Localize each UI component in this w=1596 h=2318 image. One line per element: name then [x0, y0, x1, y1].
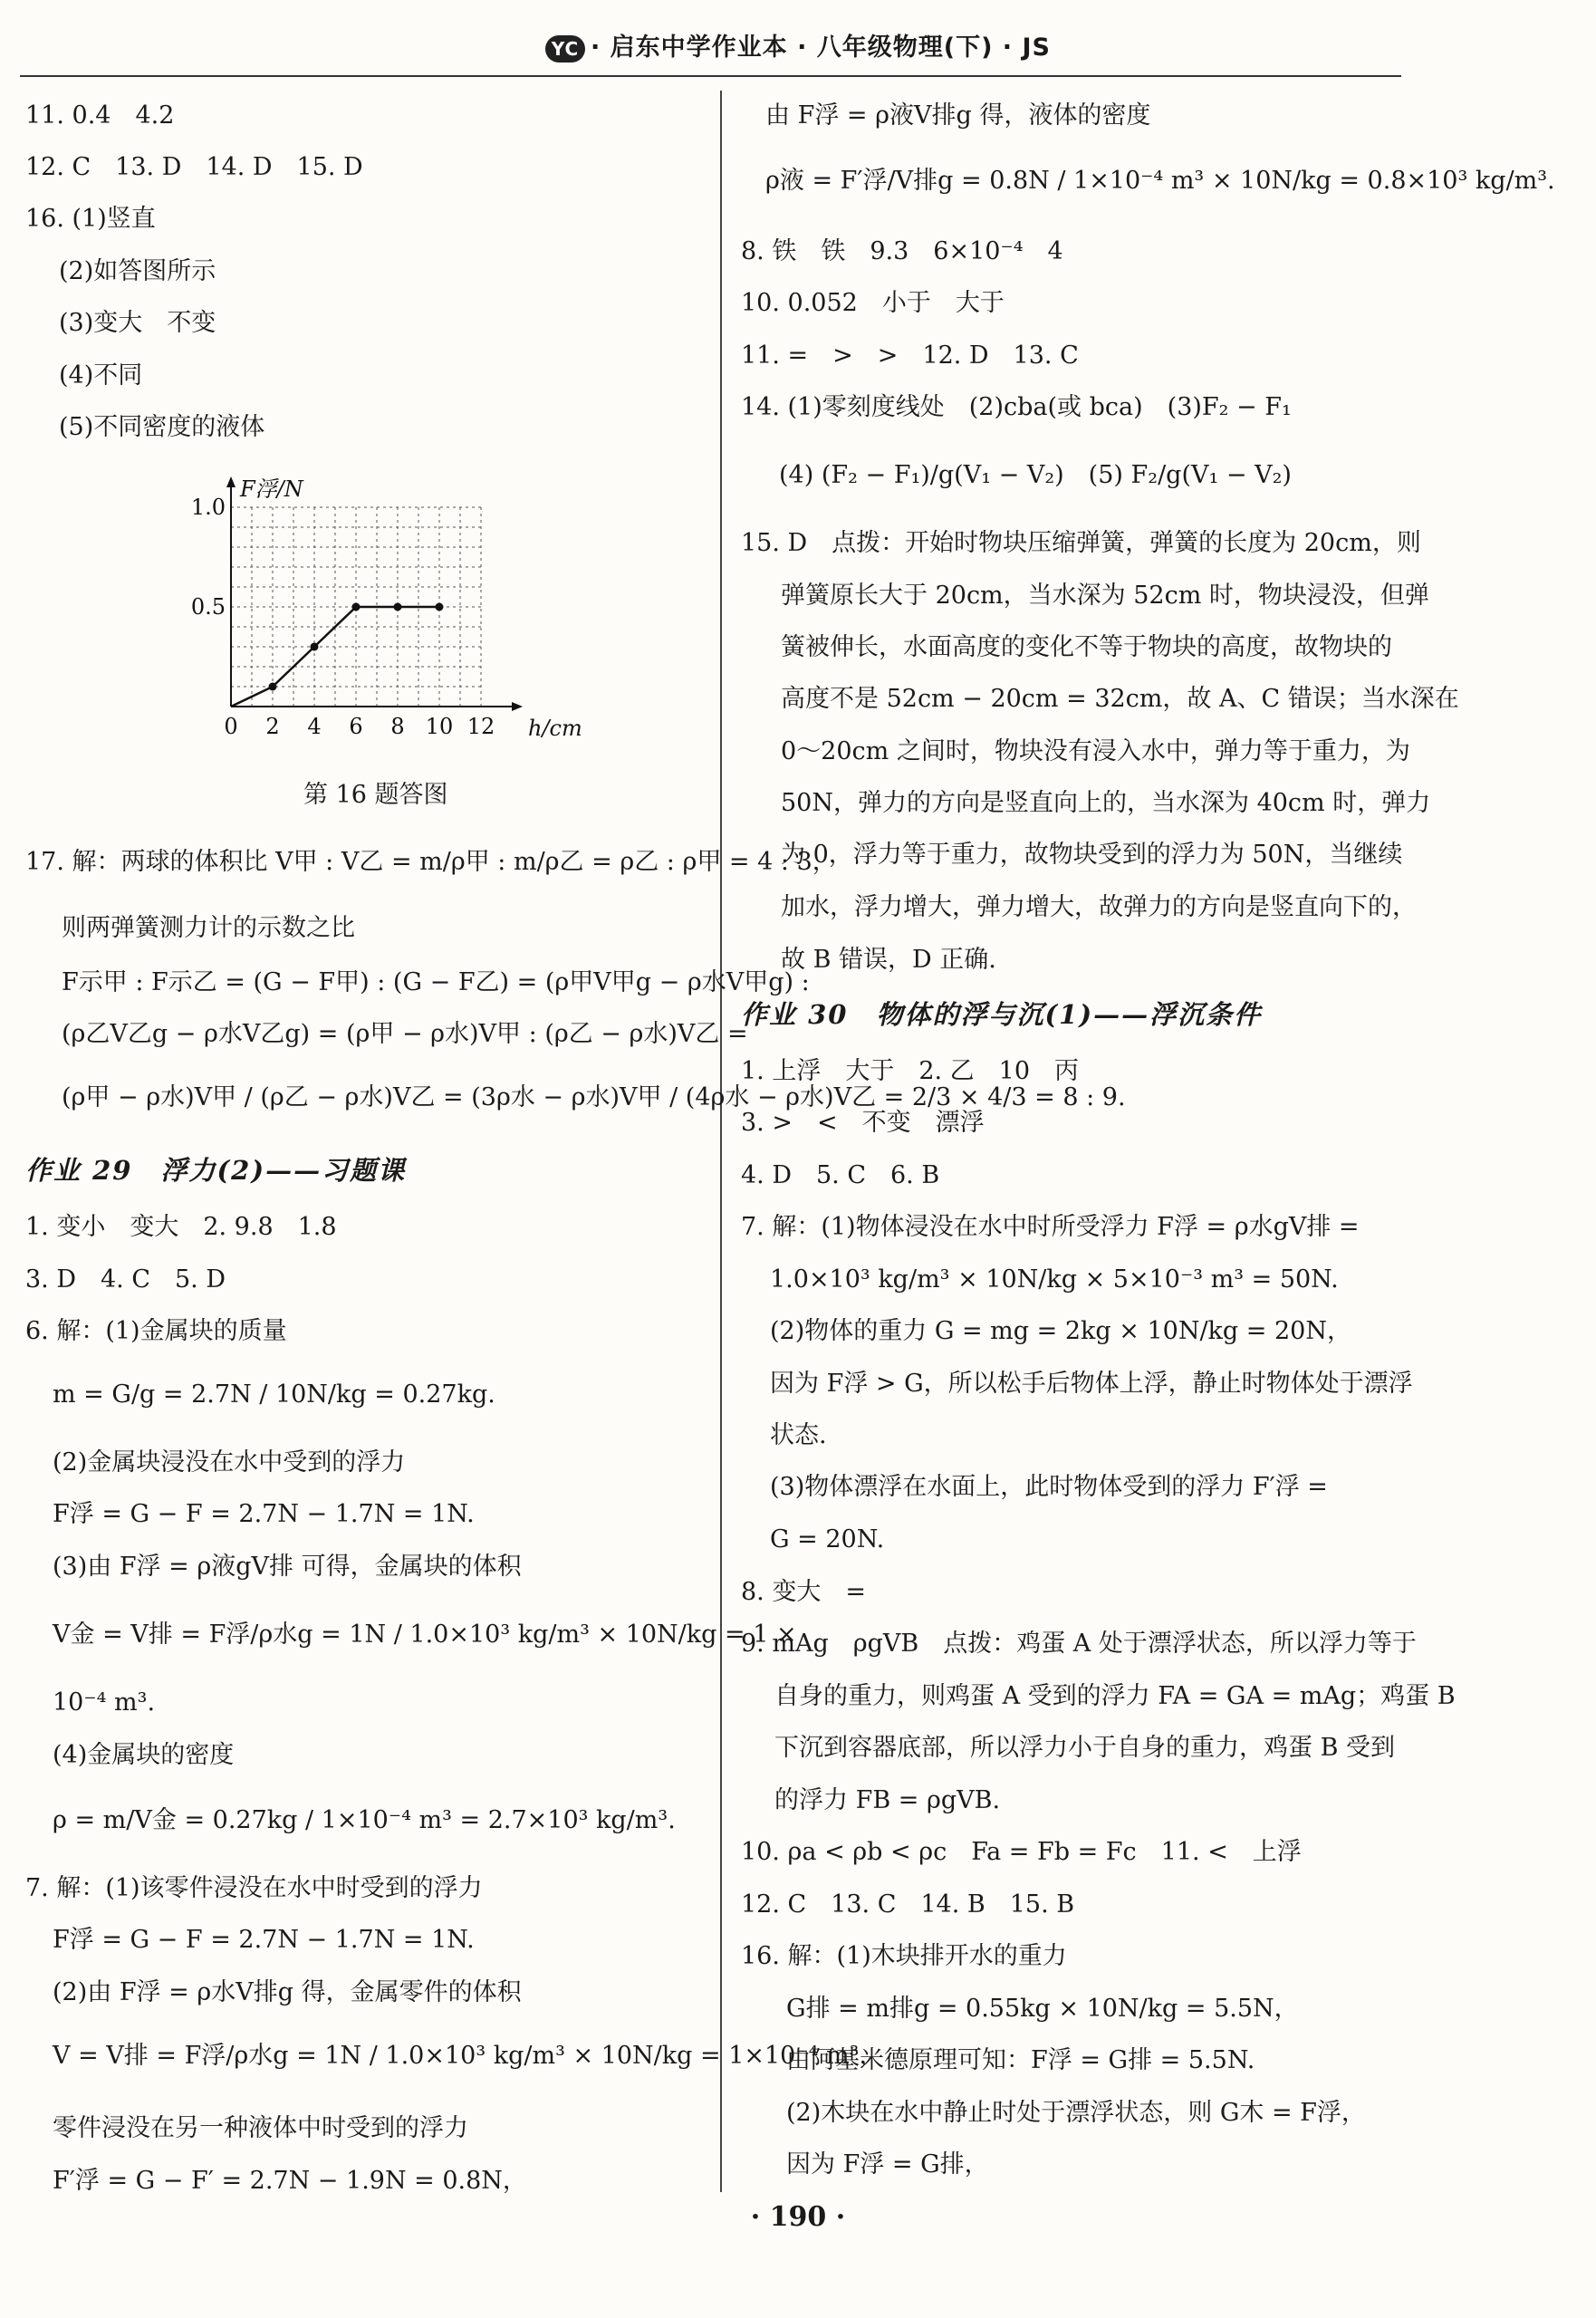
y-axis-arrow [226, 476, 236, 487]
answer-line: 14. (1)零刻度线处 (2)cba(或 bca) (3)F₂ − F₁ [741, 393, 1292, 421]
answer-line: (3)由 F浮 = ρ液gV排 可得，金属块的体积 [53, 1553, 522, 1581]
answer-line: 0～20cm 之间时，物块没有浸入水中，弹力等于重力，为 [781, 737, 1410, 765]
answer-line: 由 F浮 = ρ液V排g 得，液体的密度 [765, 101, 1151, 130]
answer-line: 高度不是 52cm − 20cm = 32cm，故 A、C 错误；当水深在 [781, 685, 1459, 713]
buoyancy-depth-chart [177, 457, 593, 756]
header-divider [20, 75, 1401, 77]
section-heading: 作业 29 浮力(2)——习题课 [25, 1155, 407, 1186]
answer-line: 12. C 13. C 14. B 15. B [741, 1890, 1075, 1919]
x-tick-label: 12 [466, 714, 495, 739]
answer-line: F示甲 : F示乙 = (G − F甲) : (G − F乙) = (ρ甲V甲g − ρ水V甲g) : [62, 968, 810, 996]
answer-line: G = 20N. [770, 1525, 885, 1553]
answer-line: 加水，浮力增大，弹力增大，故弹力的方向是竖直向下的， [781, 893, 1417, 921]
answer-line: (4)不同 [59, 361, 143, 390]
data-point [352, 603, 361, 611]
answer-line: 12. C 13. D 14. D 15. D [25, 153, 363, 181]
section-heading: 作业 30 物体的浮与沉(1)——浮沉条件 [741, 999, 1263, 1030]
data-point [311, 643, 319, 651]
answer-line: 11. 0.4 4.2 [25, 101, 175, 130]
answer-line: V金 = V排 = F浮/ρ水g = 1N / 1.0×10³ kg/m³ × 10N/kg = 1 × [53, 1621, 797, 1649]
answer-line: 1. 变小 变大 2. 9.8 1.8 [25, 1213, 337, 1241]
answer-line: 6. 解：(1)金属块的质量 [25, 1317, 287, 1345]
data-point [394, 603, 402, 611]
answer-line: 50N，弹力的方向是竖直向上的，当水深为 40cm 时，弹力 [781, 789, 1431, 817]
data-point [436, 603, 444, 611]
x-tick-label: 6 [349, 714, 363, 739]
x-tick-label: 2 [265, 714, 280, 739]
answer-line: 4. D 5. C 6. B [741, 1161, 940, 1189]
answer-line: ρ = m/V金 = 0.27kg / 1×10⁻⁴ m³ = 2.7×10³ kg/m³. [53, 1806, 676, 1834]
answer-line: 3. > < 不变 漂浮 [741, 1109, 985, 1137]
data-point [269, 683, 277, 691]
answer-line: V = V排 = F浮/ρ水g = 1N / 1.0×10³ kg/m³ × 10N/kg = 1×10⁻⁴ m³， [53, 2042, 884, 2070]
y-axis-label: F浮/N [240, 476, 303, 502]
answer-line: (2)金属块浸没在水中受到的浮力 [53, 1448, 406, 1476]
answer-line: 状态. [770, 1421, 827, 1449]
answer-line: 10. ρa < ρb < ρc Fa = Fb = Fc 11. < 上浮 [741, 1838, 1302, 1866]
answer-line: 故 B 错误，D 正确. [781, 946, 996, 974]
answer-line: (3)物体漂浮在水面上，此时物体受到的浮力 F′浮 = [770, 1473, 1328, 1501]
answer-line: (ρ甲 − ρ水)V甲 / (ρ乙 − ρ水)V乙 = (3ρ水 − ρ水)V甲 / (4ρ水 − ρ水)V乙 = 2/3 × 4/3 = 8 : 9. [62, 1083, 1126, 1111]
answer-line: 15. D 点拨：开始时物块压缩弹簧，弹簧的长度为 20cm，则 [741, 529, 1421, 557]
answer-line: 3. D 4. C 5. D [25, 1265, 226, 1294]
answer-line: 因为 F浮 = G排， [786, 2150, 989, 2179]
x-tick-label: 10 [425, 714, 454, 739]
x-tick-label: 4 [307, 714, 322, 739]
answer-line: 因为 F浮 > G，所以松手后物体上浮，静止时物体处于漂浮 [770, 1370, 1413, 1398]
page-number: · 190 · [750, 2201, 846, 2233]
answer-line: 7. 解：(1)该零件浸没在水中时受到的浮力 [25, 1874, 483, 1902]
header-title: · 启东中学作业本 · 八年级物理(下) · JS [591, 34, 1051, 62]
answer-line: 由阿基米德原理可知：F浮 = G排 = 5.5N. [786, 2046, 1255, 2074]
answer-line: (4)金属块的密度 [53, 1741, 235, 1769]
answer-line: 1. 上浮 大于 2. 乙 10 丙 [741, 1057, 1080, 1085]
answer-line: (4) (F₂ − F₁)/g(V₁ − V₂) (5) F₂/g(V₁ − V₂) [779, 461, 1292, 489]
answer-line: (2)木块在水中静止时处于漂浮状态，则 G木 = F浮， [786, 2099, 1366, 2127]
answer-line: 10. 0.052 小于 大于 [741, 289, 1005, 317]
answer-line: 9. mAg ρgVB 点拨：鸡蛋 A 处于漂浮状态，所以浮力等于 [741, 1630, 1417, 1658]
x-axis-label: h/cm [528, 716, 582, 741]
answer-line: ρ液 = F′浮/V排g = 0.8N / 1×10⁻⁴ m³ × 10N/kg = 0.8×10³ kg/m³. [765, 167, 1555, 195]
y-tick-label: 1.0 [190, 495, 226, 520]
answer-line: 的浮力 FB = ρgVB. [774, 1786, 1001, 1814]
answer-line: 簧被伸长，水面高度的变化不等于物块的高度，故物块的 [781, 633, 1392, 661]
page-header [0, 27, 1596, 63]
x-tick-label: 0 [224, 714, 238, 739]
answer-line: 零件浸没在另一种液体中时受到的浮力 [53, 2114, 468, 2142]
answer-line: 16. 解：(1)木块排开水的重力 [741, 1942, 1067, 1970]
answer-line: (2)由 F浮 = ρ水V排g 得，金属零件的体积 [53, 1978, 522, 2006]
answer-line: G排 = m排g = 0.55kg × 10N/kg = 5.5N， [786, 1995, 1299, 2023]
answer-line: F浮 = G − F = 2.7N − 1.7N = 1N. [53, 1500, 475, 1528]
answer-line: 7. 解：(1)物体浸没在水中时所受浮力 F浮 = ρ水gV排 = [741, 1213, 1360, 1241]
answer-line: F浮 = G − F = 2.7N − 1.7N = 1N. [53, 1926, 475, 1954]
answer-line: (3)变大 不变 [59, 309, 216, 337]
answer-line: 16. (1)竖直 [25, 205, 156, 233]
answer-line: 则两弹簧测力计的示数之比 [62, 914, 355, 942]
publisher-logo: YC [545, 35, 585, 63]
figure-caption: 第 16 题答图 [303, 781, 448, 809]
answer-line: 8. 变大 = [741, 1578, 866, 1606]
answer-line: (2)如答图所示 [59, 257, 216, 285]
answer-line: (2)物体的重力 G = mg = 2kg × 10N/kg = 20N， [770, 1317, 1351, 1345]
answer-line: 10⁻⁴ m³. [53, 1688, 156, 1717]
answer-line: 17. 解：两球的体积比 V甲 : V乙 = m/ρ甲 : m/ρ乙 = ρ乙 : ρ甲 = 4 : 3， [25, 848, 837, 876]
y-tick-label: 0.5 [190, 594, 226, 620]
answer-line: 下沉到容器底部，所以浮力小于自身的重力，鸡蛋 B 受到 [774, 1734, 1396, 1762]
column-divider [720, 91, 722, 2192]
answer-line: (ρ乙V乙g − ρ水V乙g) = (ρ甲 − ρ水)V甲 : (ρ乙 − ρ水)V乙 = [62, 1020, 748, 1048]
answer-line: 1.0×10³ kg/m³ × 10N/kg × 5×10⁻³ m³ = 50N. [770, 1265, 1339, 1294]
answer-line: m = G/g = 2.7N / 10N/kg = 0.27kg. [53, 1380, 495, 1409]
answer-line: (5)不同密度的液体 [59, 413, 265, 441]
x-tick-label: 8 [390, 714, 405, 739]
answer-line: 弹簧原长大于 20cm，当水深为 52cm 时，物块浸没，但弹 [781, 582, 1429, 610]
x-axis-arrow [512, 702, 523, 711]
answer-line: 8. 铁 铁 9.3 6×10⁻⁴ 4 [741, 237, 1063, 265]
answer-line: F′浮 = G − F′ = 2.7N − 1.9N = 0.8N， [53, 2167, 527, 2195]
answer-line: 自身的重力，则鸡蛋 A 受到的浮力 FA = GA = mAg；鸡蛋 B [774, 1682, 1456, 1710]
answer-line: 11. = > > 12. D 13. C [741, 341, 1079, 370]
answer-line: 为 0，浮力等于重力，故物块受到的浮力为 50N，当继续 [781, 841, 1403, 869]
